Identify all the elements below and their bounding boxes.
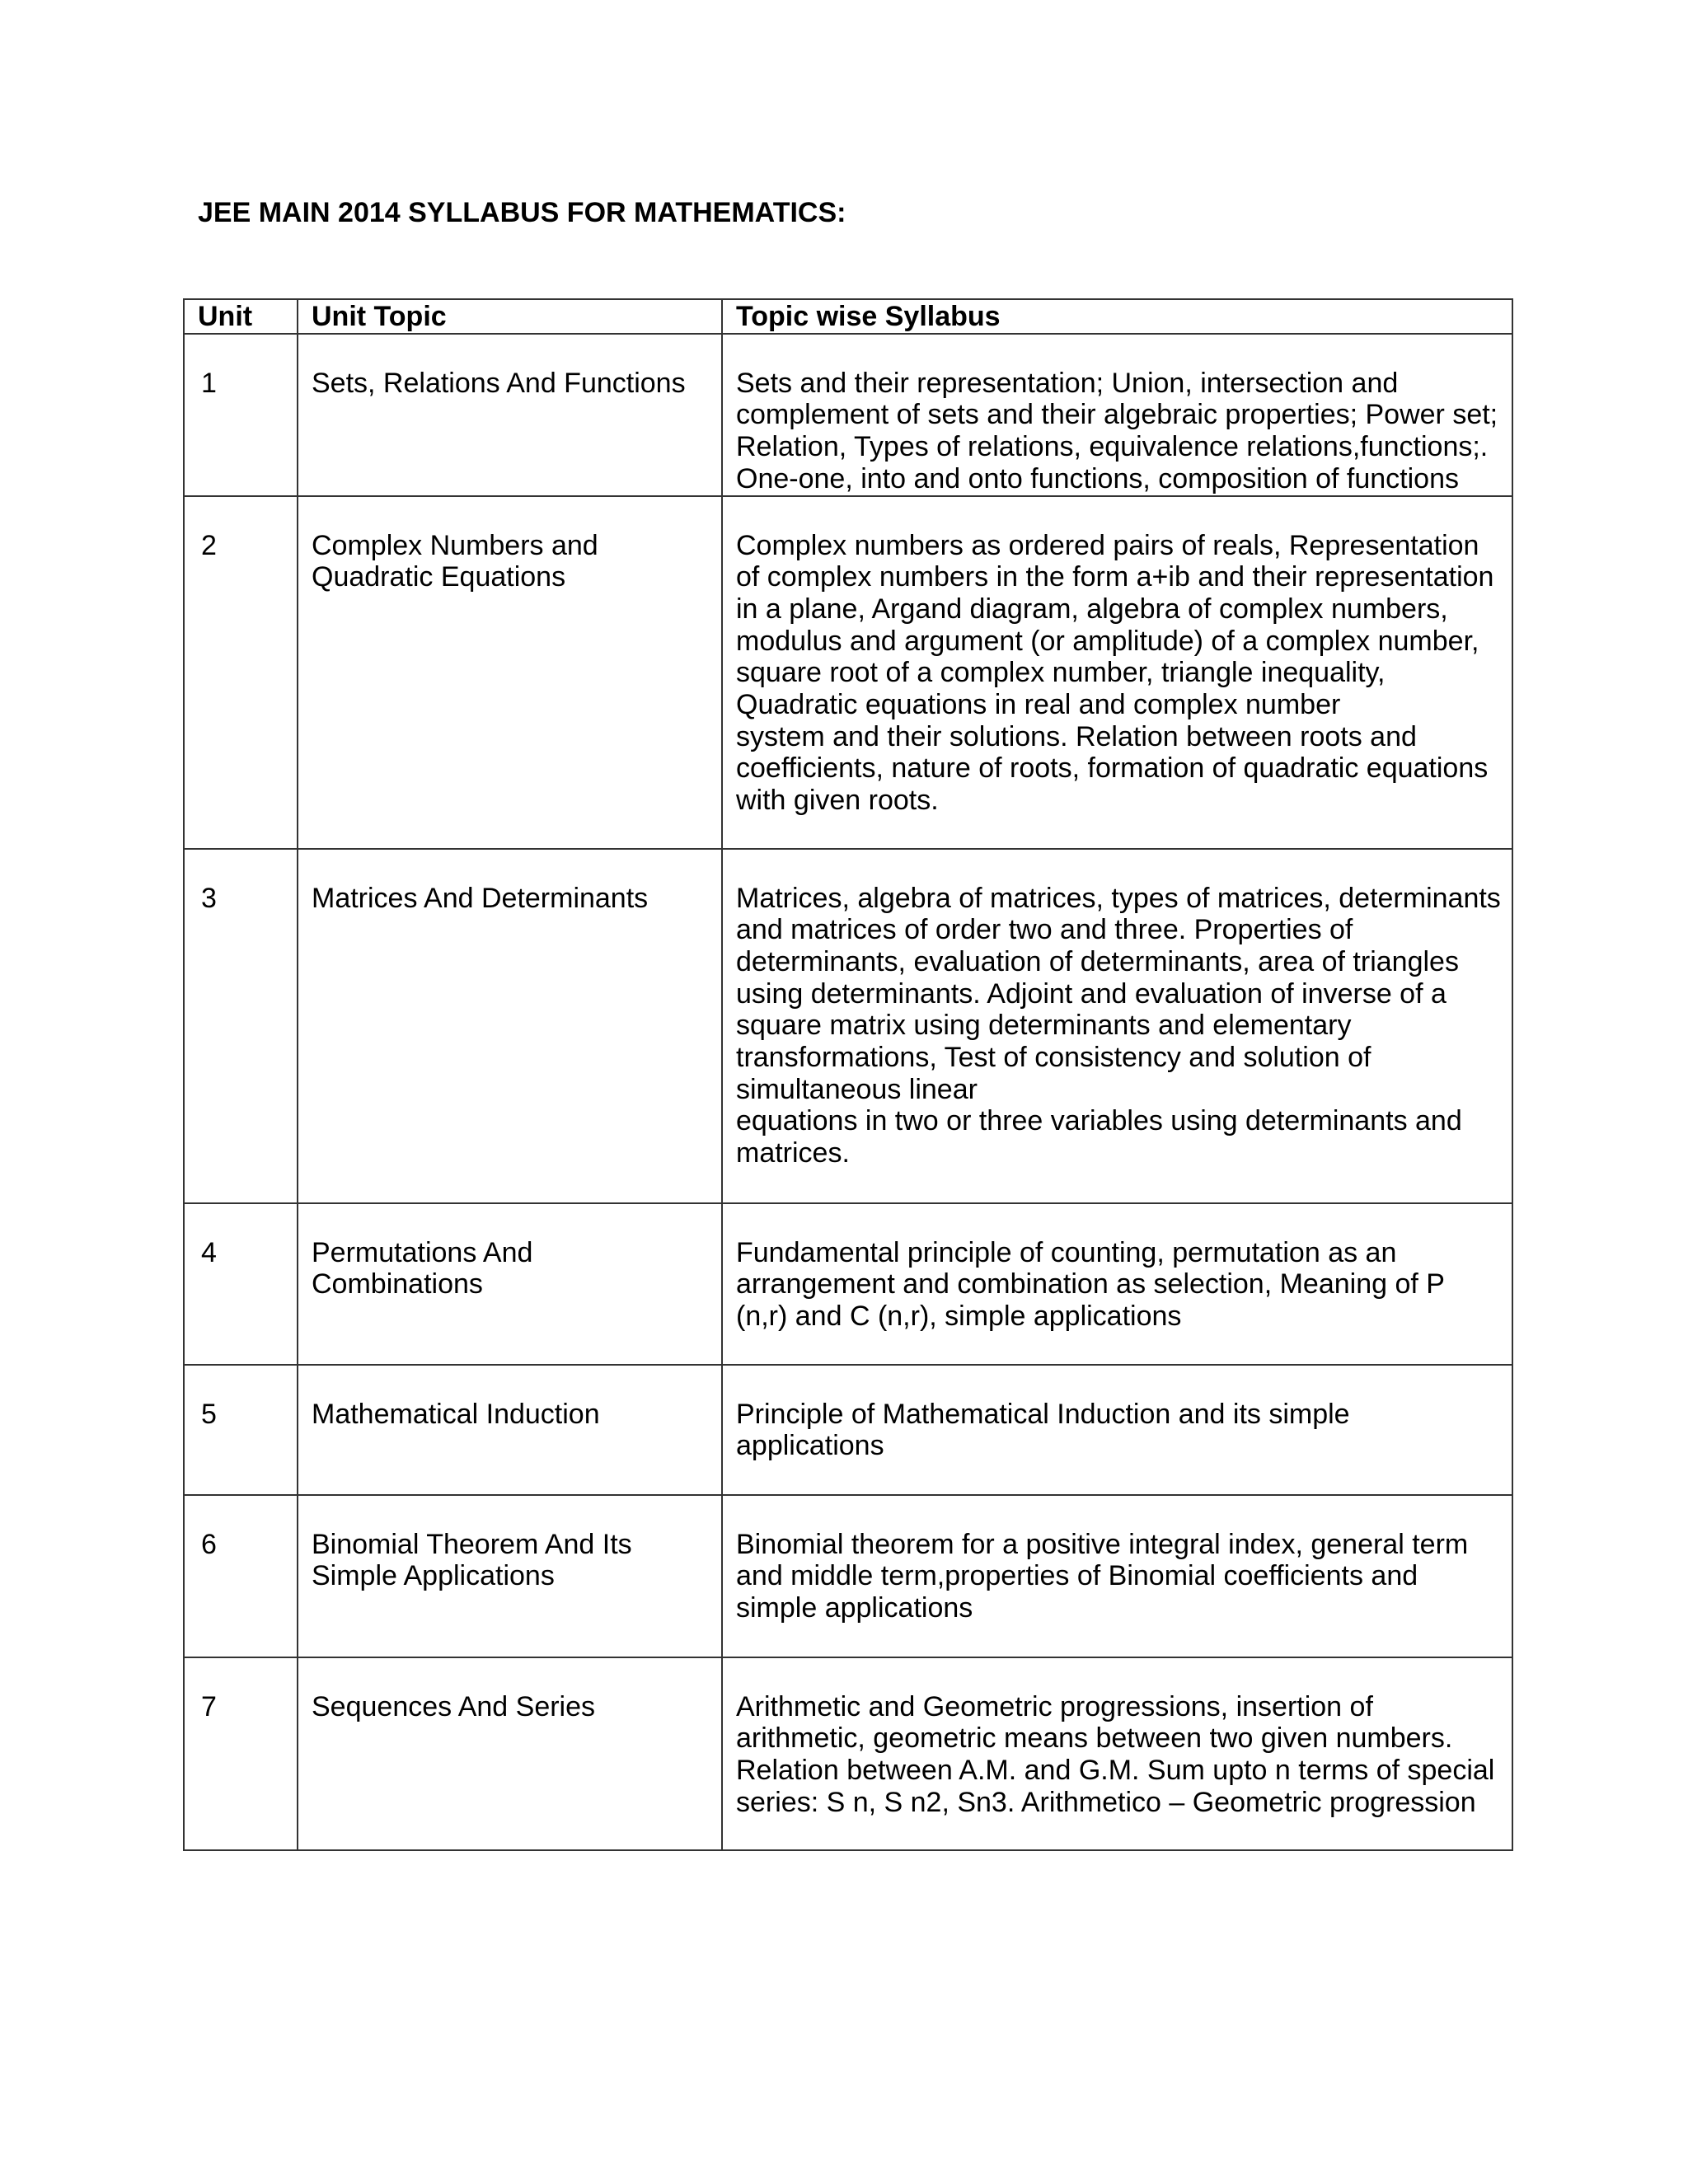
unit-topic xyxy=(298,496,722,849)
table-header-row xyxy=(184,299,1512,334)
topic-syllabus xyxy=(722,1657,1512,1850)
unit-number: 5 xyxy=(184,1365,298,1495)
unit-topic-line: Matrices And Determinants xyxy=(312,882,649,914)
unit-topic-line: Sets, Relations And Functions xyxy=(312,367,686,399)
syllabus-line: Relation between A.M. and G.M. Sum upto n terms of special xyxy=(736,1754,1495,1786)
syllabus-line: Quadratic equations in real and complex number xyxy=(736,689,1341,721)
syllabus-line: Fundamental principle of counting, permutation as an xyxy=(736,1236,1397,1268)
syllabus-line: using determinants. Adjoint and evaluation of inverse of a xyxy=(736,977,1447,1010)
syllabus-line: Binomial theorem for a positive integral index, general term xyxy=(736,1528,1469,1560)
syllabus-line: square root of a complex number, triangle inequality, xyxy=(736,657,1386,689)
topic-syllabus xyxy=(722,334,1512,496)
unit-topic xyxy=(298,849,722,1203)
unit-number: 2 xyxy=(184,496,298,849)
syllabus-line: (n,r) and C (n,r), simple applications xyxy=(736,1300,1182,1332)
syllabus-line: of complex numbers in the form a+ib and their representation xyxy=(736,561,1494,593)
unit-topic-line: Mathematical Induction xyxy=(312,1398,600,1430)
syllabus-line: coefficients, nature of roots, formation of quadratic equations xyxy=(736,752,1489,785)
syllabus-line: One-one, into and onto functions, composition of functions xyxy=(736,462,1459,494)
syllabus-line: matrices. xyxy=(736,1137,850,1169)
syllabus-table xyxy=(183,298,1513,1851)
unit-number: 1 xyxy=(184,334,298,496)
unit-number: 6 xyxy=(184,1495,298,1657)
syllabus-line: system and their solutions. Relation between roots and xyxy=(736,720,1417,752)
table-row xyxy=(184,849,1512,1203)
syllabus-line: and matrices of order two and three. Properties of xyxy=(736,914,1353,946)
header-unit: Unit xyxy=(184,299,298,334)
unit-topic-line: Complex Numbers and xyxy=(312,529,598,561)
syllabus-line: arithmetic, geometric means between two given numbers. xyxy=(736,1722,1453,1755)
unit-topic-line: Binomial Theorem And Its xyxy=(312,1528,632,1560)
syllabus-line: modulus and argument (or amplitude) of a complex number, xyxy=(736,625,1479,657)
header-unit-topic: Unit Topic xyxy=(298,299,722,334)
syllabus-line: Relation, Types of relations, equivalence relations,functions;. xyxy=(736,431,1489,463)
syllabus-line: simple applications xyxy=(736,1591,973,1624)
syllabus-line: with given roots. xyxy=(736,785,939,817)
table-row xyxy=(184,1365,1512,1495)
syllabus-line: series: S n, S n2, Sn3. Arithmetico – Geometric progression xyxy=(736,1786,1476,1818)
syllabus-line: Principle of Mathematical Induction and its simple xyxy=(736,1398,1350,1430)
header-topic-wise-syllabus: Topic wise Syllabus xyxy=(722,299,1512,334)
syllabus-line: square matrix using determinants and elementary xyxy=(736,1010,1352,1042)
unit-topic xyxy=(298,334,722,496)
syllabus-line: determinants, evaluation of determinants, area of triangles xyxy=(736,945,1459,977)
unit-topic-line: Permutations And xyxy=(312,1236,533,1268)
unit-topic xyxy=(298,1657,722,1850)
syllabus-line: in a plane, Argand diagram, algebra of complex numbers, xyxy=(736,593,1448,625)
syllabus-line: arrangement and combination as selection, Meaning of P xyxy=(736,1268,1445,1301)
unit-topic xyxy=(298,1495,722,1657)
table-row xyxy=(184,334,1512,496)
unit-topic xyxy=(298,1203,722,1365)
unit-topic xyxy=(298,1365,722,1495)
unit-topic-line: Sequences And Series xyxy=(312,1690,596,1722)
topic-syllabus xyxy=(722,496,1512,849)
syllabus-line: equations in two or three variables using determinants and xyxy=(736,1105,1462,1137)
unit-number: 4 xyxy=(184,1203,298,1365)
unit-topic-line: Combinations xyxy=(312,1268,483,1301)
unit-number: 7 xyxy=(184,1657,298,1850)
syllabus-line: Arithmetic and Geometric progressions, insertion of xyxy=(736,1690,1373,1722)
syllabus-line: simultaneous linear xyxy=(736,1073,978,1105)
topic-syllabus xyxy=(722,1365,1512,1495)
syllabus-line: Matrices, algebra of matrices, types of matrices, determinants xyxy=(736,882,1501,914)
topic-syllabus xyxy=(722,1495,1512,1657)
syllabus-line: applications xyxy=(736,1430,884,1462)
page-title: JEE MAIN 2014 SYLLABUS FOR MATHEMATICS: xyxy=(198,197,846,228)
table-row xyxy=(184,1657,1512,1850)
topic-syllabus xyxy=(722,1203,1512,1365)
syllabus-line: and middle term,properties of Binomial coefficients and xyxy=(736,1560,1418,1592)
unit-number: 3 xyxy=(184,849,298,1203)
syllabus-line: transformations, Test of consistency and solution of xyxy=(736,1042,1372,1074)
table-row xyxy=(184,1495,1512,1657)
syllabus-line: complement of sets and their algebraic properties; Power set; xyxy=(736,399,1498,431)
table-row xyxy=(184,1203,1512,1365)
topic-syllabus xyxy=(722,849,1512,1203)
table-row xyxy=(184,496,1512,849)
syllabus-line: Sets and their representation; Union, intersection and xyxy=(736,367,1399,399)
unit-topic-line: Quadratic Equations xyxy=(312,561,566,593)
syllabus-line: Complex numbers as ordered pairs of reals, Representation xyxy=(736,529,1479,561)
unit-topic-line: Simple Applications xyxy=(312,1560,555,1592)
